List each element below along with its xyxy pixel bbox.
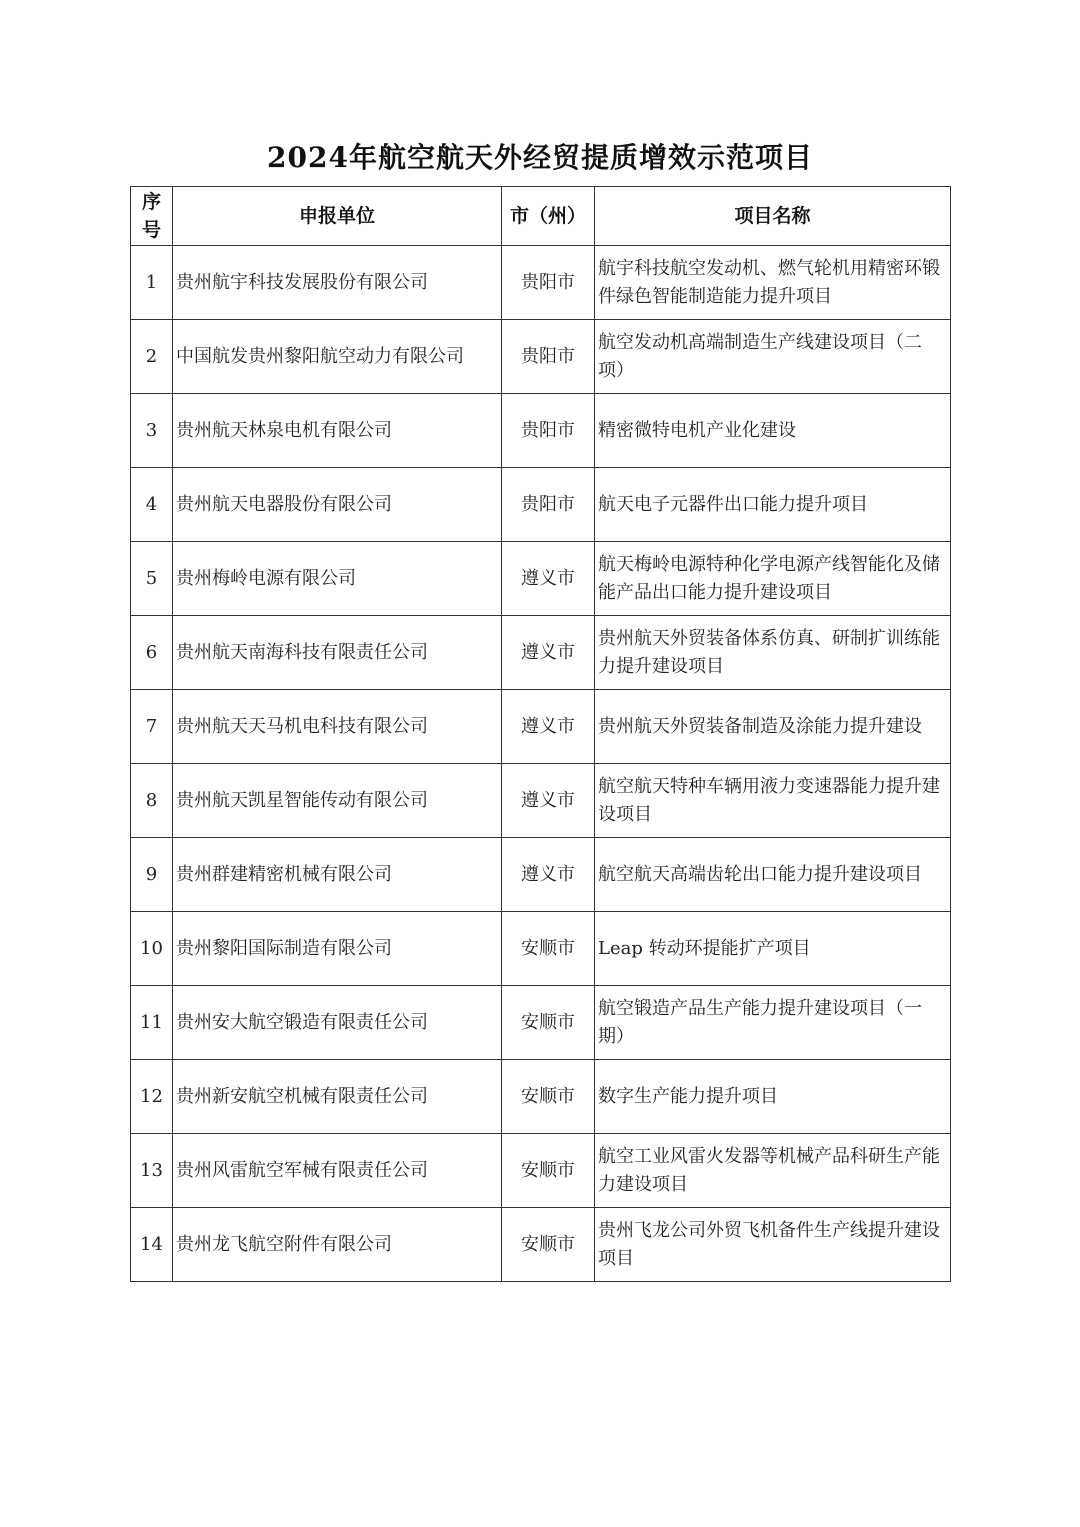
cell-project-name: 贵州航天外贸装备体系仿真、研制扩训练能力提升建设项目 [595, 616, 951, 690]
project-table [130, 186, 951, 1282]
cell-project-name: 精密微特电机产业化建设 [595, 394, 951, 468]
cell-applicant-unit: 贵州龙飞航空附件有限公司 [173, 1208, 502, 1282]
header-serial-number: 序号 [131, 187, 173, 246]
cell-city: 遵义市 [502, 838, 595, 912]
cell-project-name: 航宇科技航空发动机、燃气轮机用精密环锻件绿色智能制造能力提升项目 [595, 246, 951, 320]
cell-project-name: 航天电子元器件出口能力提升项目 [595, 468, 951, 542]
cell-project-name: 航空航天特种车辆用液力变速器能力提升建设项目 [595, 764, 951, 838]
cell-serial-number: 13 [131, 1134, 173, 1208]
cell-project-name: 贵州飞龙公司外贸飞机备件生产线提升建设项目 [595, 1208, 951, 1282]
cell-applicant-unit: 贵州航天天马机电科技有限公司 [173, 690, 502, 764]
cell-serial-number: 9 [131, 838, 173, 912]
cell-city: 安顺市 [502, 1060, 595, 1134]
cell-city: 遵义市 [502, 690, 595, 764]
cell-applicant-unit: 贵州航天南海科技有限责任公司 [173, 616, 502, 690]
cell-city: 安顺市 [502, 986, 595, 1060]
cell-applicant-unit: 贵州群建精密机械有限公司 [173, 838, 502, 912]
table-row [131, 468, 951, 542]
cell-applicant-unit: 贵州风雷航空军械有限责任公司 [173, 1134, 502, 1208]
cell-city: 遵义市 [502, 764, 595, 838]
table-row [131, 764, 951, 838]
cell-serial-number: 5 [131, 542, 173, 616]
page-title: 2024年航空航天外经贸提质增效示范项目 [267, 141, 813, 174]
cell-project-name: 航空发动机高端制造生产线建设项目（二项） [595, 320, 951, 394]
cell-serial-number: 6 [131, 616, 173, 690]
table-row [131, 1134, 951, 1208]
table-row [131, 542, 951, 616]
cell-serial-number: 2 [131, 320, 173, 394]
cell-serial-number: 11 [131, 986, 173, 1060]
cell-applicant-unit: 贵州航宇科技发展股份有限公司 [173, 246, 502, 320]
cell-serial-number: 7 [131, 690, 173, 764]
cell-project-name: Leap 转动环提能扩产项目 [595, 912, 951, 986]
cell-project-name: 贵州航天外贸装备制造及涂能力提升建设 [595, 690, 951, 764]
cell-serial-number: 1 [131, 246, 173, 320]
header-city-prefecture: 市（州） [502, 187, 595, 246]
cell-applicant-unit: 贵州新安航空机械有限责任公司 [173, 1060, 502, 1134]
cell-city: 安顺市 [502, 1208, 595, 1282]
header-applicant-unit: 申报单位 [173, 187, 502, 246]
table-row [131, 690, 951, 764]
cell-city: 贵阳市 [502, 320, 595, 394]
table-row [131, 838, 951, 912]
cell-applicant-unit: 贵州航天凯星智能传动有限公司 [173, 764, 502, 838]
table-row [131, 246, 951, 320]
cell-applicant-unit: 中国航发贵州黎阳航空动力有限公司 [173, 320, 502, 394]
table-row [131, 912, 951, 986]
table-row [131, 394, 951, 468]
cell-applicant-unit: 贵州安大航空锻造有限责任公司 [173, 986, 502, 1060]
table-header-row [131, 187, 951, 246]
cell-serial-number: 12 [131, 1060, 173, 1134]
cell-city: 贵阳市 [502, 394, 595, 468]
cell-applicant-unit: 贵州航天林泉电机有限公司 [173, 394, 502, 468]
cell-serial-number: 3 [131, 394, 173, 468]
cell-applicant-unit: 贵州梅岭电源有限公司 [173, 542, 502, 616]
cell-city: 安顺市 [502, 1134, 595, 1208]
cell-project-name: 航天梅岭电源特种化学电源产线智能化及储能产品出口能力提升建设项目 [595, 542, 951, 616]
table-row [131, 986, 951, 1060]
cell-city: 安顺市 [502, 912, 595, 986]
cell-project-name: 航空航天高端齿轮出口能力提升建设项目 [595, 838, 951, 912]
table-row [131, 616, 951, 690]
cell-project-name: 航空锻造产品生产能力提升建设项目（一期） [595, 986, 951, 1060]
table-row [131, 1060, 951, 1134]
cell-serial-number: 8 [131, 764, 173, 838]
cell-city: 遵义市 [502, 542, 595, 616]
cell-city: 遵义市 [502, 616, 595, 690]
cell-project-name: 数字生产能力提升项目 [595, 1060, 951, 1134]
cell-applicant-unit: 贵州黎阳国际制造有限公司 [173, 912, 502, 986]
cell-city: 贵阳市 [502, 468, 595, 542]
header-project-name: 项目名称 [595, 187, 951, 246]
cell-applicant-unit: 贵州航天电器股份有限公司 [173, 468, 502, 542]
cell-serial-number: 14 [131, 1208, 173, 1282]
table-row [131, 1208, 951, 1282]
cell-serial-number: 10 [131, 912, 173, 986]
table-row [131, 320, 951, 394]
cell-project-name: 航空工业风雷火发器等机械产品科研生产能力建设项目 [595, 1134, 951, 1208]
cell-serial-number: 4 [131, 468, 173, 542]
cell-city: 贵阳市 [502, 246, 595, 320]
